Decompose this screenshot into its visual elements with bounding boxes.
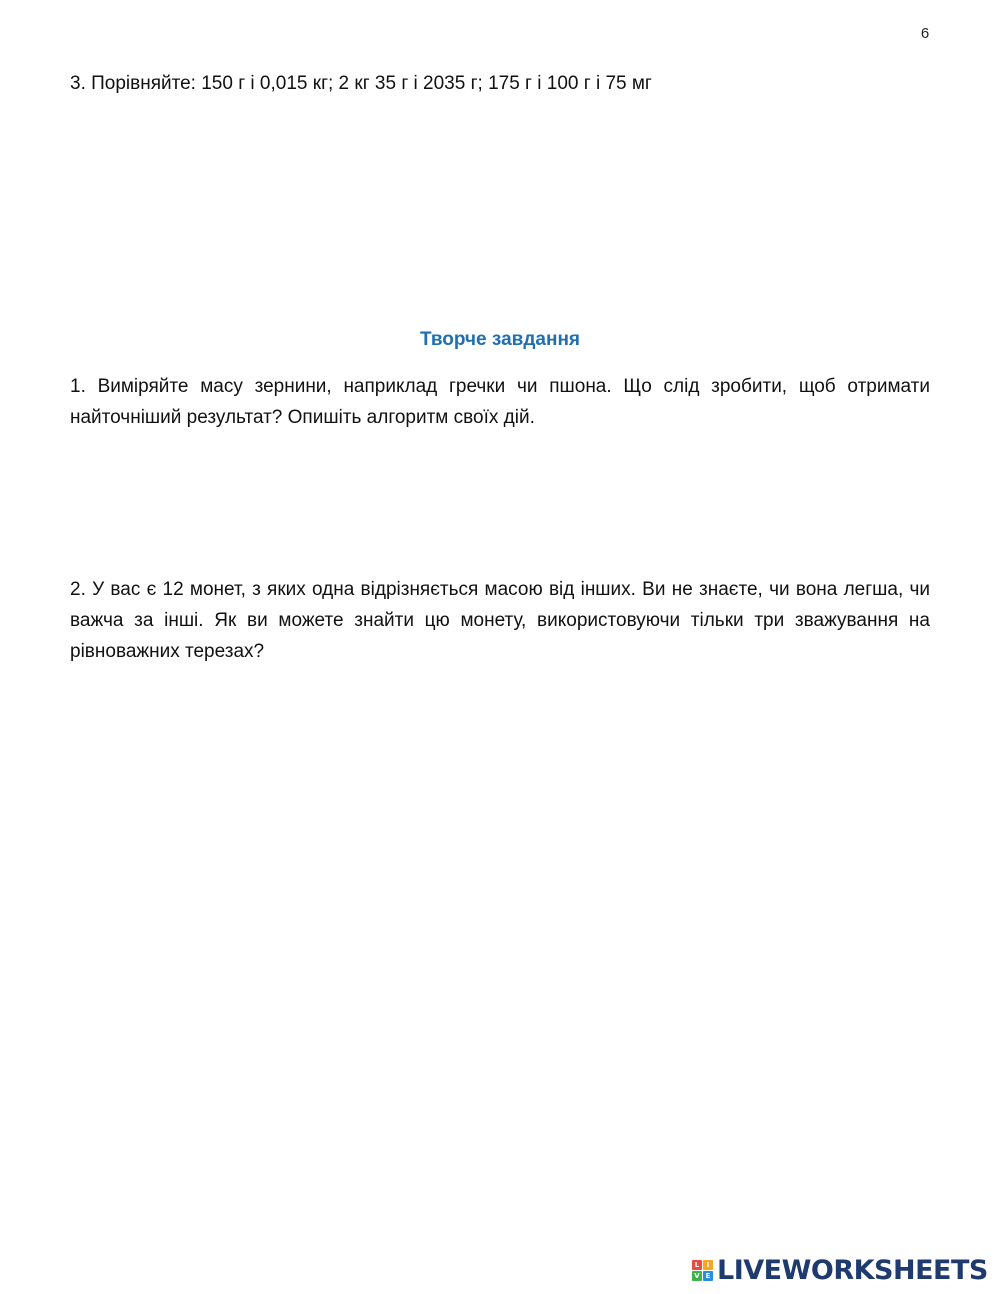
liveworksheets-logo[interactable] <box>692 1253 988 1287</box>
liveworksheets-logo-icon <box>692 1260 713 1281</box>
task-3-text: 3. Порівняйте: 150 г і 0,015 кг; 2 кг 35 г і 2035 г; 175 г і 100 г і 75 мг <box>70 73 652 94</box>
liveworksheets-logo-text: LIVEWORKSHEETS <box>717 1254 988 1286</box>
creative-task-2: 2. У вас є 12 монет, з яких одна відрізняється масою від інших. Ви не знаєте, чи вона легша, чи важча за інші. Як ви можете знайти цю монету, використовуючи тільки три зважування на рівноважних терезах? <box>70 579 930 662</box>
logo-letter-v: V <box>692 1271 702 1281</box>
page-number: 6 <box>920 25 930 42</box>
logo-letter-l: L <box>692 1260 702 1270</box>
logo-letter-i: I <box>703 1260 713 1270</box>
logo-letter-e: E <box>703 1271 713 1281</box>
section-title: Творче завдання <box>419 329 581 350</box>
creative-task-1: 1. Виміряйте масу зернини, наприклад гречки чи пшона. Що слід зробити, щоб отримати найточніший результат? Опишіть алгоритм своїх дій. <box>70 376 930 428</box>
